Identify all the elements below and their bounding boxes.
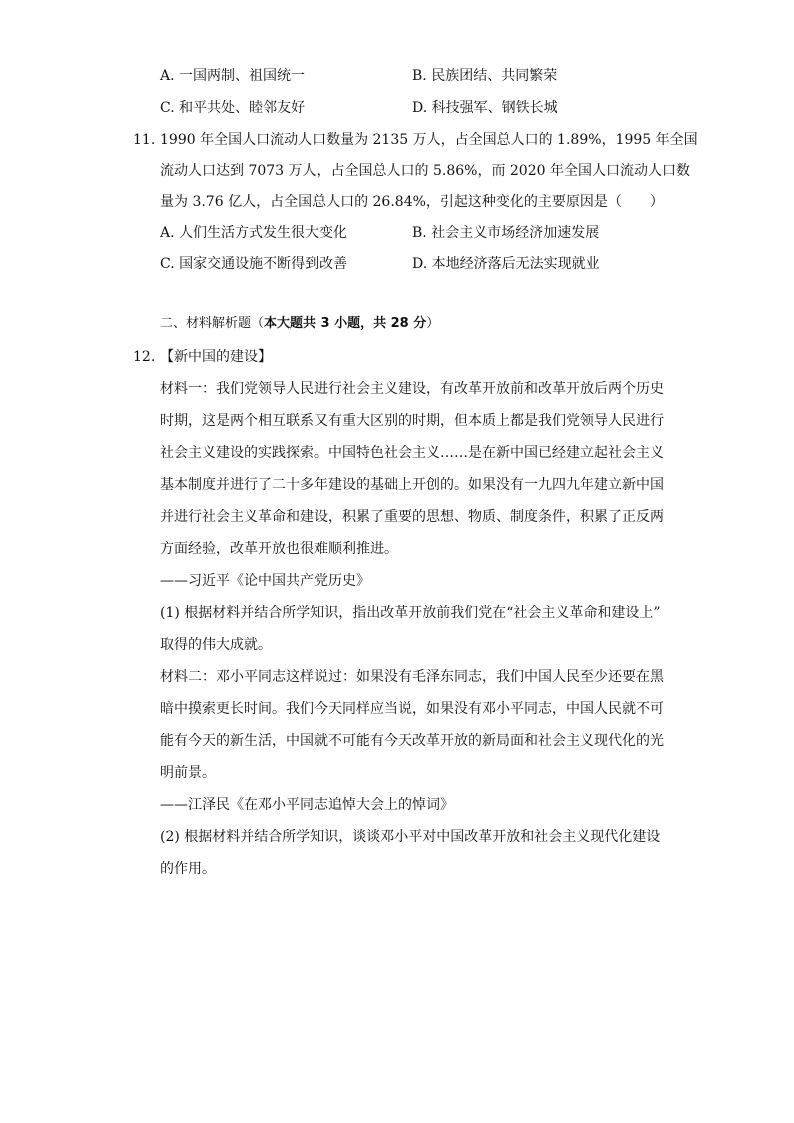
q12-material1-line-6: 方面经验，改革开放也很难顺利推进。 [160, 541, 398, 557]
section-title-note: 本大题共 3 小题，共 28 分 [264, 316, 427, 331]
q10-option-b: B. 民族团结、共同繁荣 [412, 68, 558, 84]
q11-option-d: D. 本地经济落后无法实现就业 [412, 256, 600, 272]
q12-material2-line-1: 材料二：邓小平同志这样说过：如果没有毛泽东同志，我们中国人民至少还要在黑 [160, 669, 664, 685]
q12-source1: ——习近平《论中国共产党历史》 [160, 573, 370, 589]
q12-question2-line-2: 的作用。 [160, 861, 216, 877]
q11-stem-line-1: 1990 年全国人口流动人口数量为 2135 万人，占全国总人口的 1.89%，1995 年全国 [160, 132, 698, 148]
q11-stem-line-3: 量为 3.76 亿人，占全国总人口的 26.84%，引起这种变化的主要原因是（ ） [160, 194, 664, 210]
q12-heading: 【新中国的建设】 [160, 349, 272, 365]
q12-question1-line-2: 取得的伟大成就。 [160, 637, 272, 653]
q12-material1-line-4: 基本制度并进行了二十多年建设的基础上开创的。如果没有一九四九年建立新中国 [160, 477, 664, 493]
section-title [160, 314, 439, 334]
q10-option-c: C. 和平共处、睦邻友好 [160, 100, 306, 116]
q11-option-c: C. 国家交通设施不断得到改善 [160, 256, 348, 272]
q11-option-a: A. 人们生活方式发生很大变化 [160, 225, 348, 241]
section-title-suffix: ） [426, 316, 440, 331]
q12-material1-line-3: 社会主义建设的实践探索。中国特色社会主义……是在新中国已经建立起社会主义 [160, 445, 664, 461]
q12-material1-line-1: 材料一：我们党领导人民进行社会主义建设，有改革开放前和改革开放后两个历史 [160, 381, 664, 397]
q12-question1-line-1: (1) 根据材料并结合所学知识，指出改革开放前我们党在“社会主义革命和建设上” [160, 605, 661, 621]
q12-question2-line-1: (2) 根据材料并结合所学知识，谈谈邓小平对中国改革开放和社会主义现代化建设 [160, 829, 661, 845]
q12-material2-line-2: 暗中摸索更长时间。我们今天同样应当说，如果没有邓小平同志，中国人民就不可 [160, 701, 664, 717]
section-title-prefix: 二、材料解析题（ [160, 316, 265, 331]
q12-material1-line-2: 时期，这是两个相互联系又有重大区别的时期，但本质上都是我们党领导人民进行 [160, 413, 664, 429]
q10-option-d: D. 科技强军、钢铁长城 [412, 100, 558, 116]
q11-stem-line-2: 流动人口达到 7073 万人，占全国总人口的 5.86%，而 2020 年全国人口流动人口数 [160, 163, 690, 179]
q12-source2: ——江泽民《在邓小平同志追悼大会上的悼词》 [160, 797, 454, 813]
q10-option-a: A. 一国两制、祖国统一 [160, 68, 306, 84]
q12-material1-line-5: 并进行社会主义革命和建设，积累了重要的思想、物质、制度条件，积累了正反两 [160, 509, 664, 525]
q12-number: 12. [133, 349, 156, 365]
q11-option-b: B. 社会主义市场经济加速发展 [412, 225, 600, 241]
q12-material2-line-4: 明前景。 [160, 765, 216, 781]
q12-material2-line-3: 能有今天的新生活，中国就不可能有今天改革开放的新局面和社会主义现代化的光 [160, 733, 664, 749]
q11-number: 11. [133, 132, 156, 148]
